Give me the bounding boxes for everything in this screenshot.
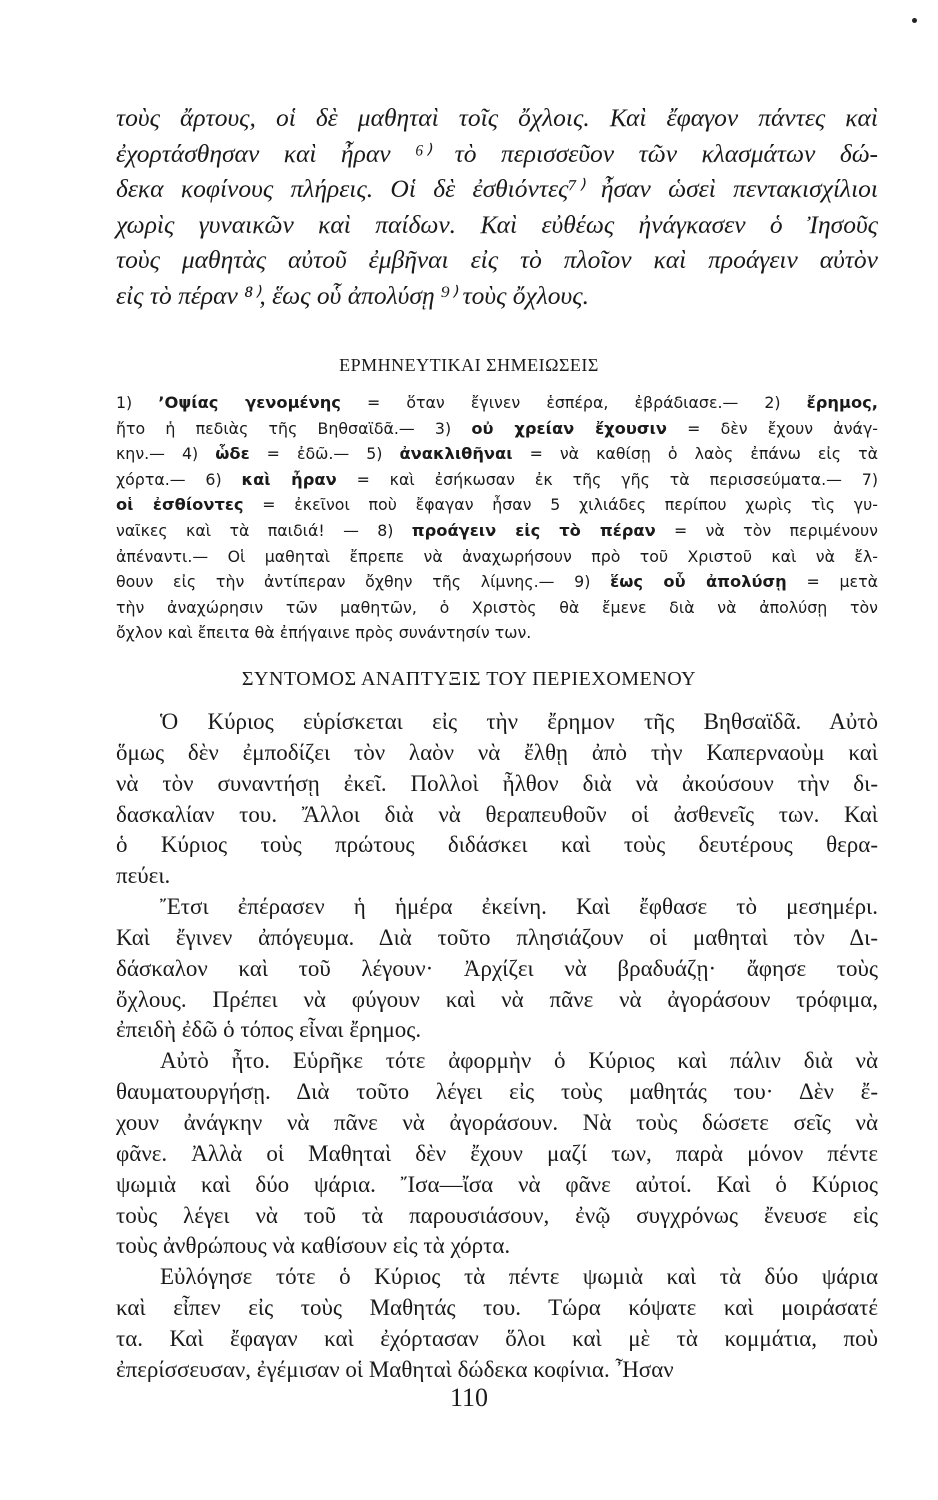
paragraph-line: χουν ἀνάγκην νὰ πᾶνε νὰ ἀγοράσουν. Νὰ τοὺς δώσετε σεῖς νὰ xyxy=(116,1109,878,1135)
gospel-line: εἰς τὸ πέραν ⁸⁾, ἕως οὗ ἀπολύσῃ ⁹⁾ τοὺς ὄχλους. xyxy=(116,280,589,310)
gospel-line: τοὺς μαθητὰς αὐτοῦ ἐμβῆναι εἰς τὸ πλοῖον καὶ προάγειν αὐτὸν xyxy=(116,245,878,275)
note-text: = ὅταν ἔγινεν ἑσπέρα, ἐβράδιασε.— 2) xyxy=(340,393,807,412)
paragraph-first-line: Εὐλόγησε τότε ὁ Κύριος τὰ πέντε ψωμιὰ καὶ τὰ δύο ψάρια xyxy=(160,1264,878,1290)
note-term: ἔρημος, xyxy=(806,393,878,412)
note-line xyxy=(116,569,878,595)
paragraph-line: ὁ Κύριος τοὺς πρώτους διδάσκει καὶ τοὺς δευτέρους θερα- xyxy=(116,832,878,858)
summary-heading: ΣΥΝΤΟΜΟΣ ΑΝΑΠΤΥΞΙΣ ΤΟΥ ΠΕΡΙΕΧΟΜΕΝΟΥ xyxy=(241,668,697,690)
note-text: ναῖκες καὶ τὰ παιδιά! — 8) xyxy=(116,520,412,540)
note-line xyxy=(116,518,878,544)
note-text: = ἐδῶ.— 5) xyxy=(249,444,400,464)
note-line xyxy=(116,390,878,416)
note-text: 1) xyxy=(116,393,159,412)
paragraph-first-line: Ἔτσι ἐπέρασεν ἡ ἡμέρα ἐκείνη. Καὶ ἔφθασε τὸ μεσημέρι. xyxy=(160,894,878,920)
paragraph-line: φᾶνε. Ἀλλὰ οἱ Μαθηταὶ δὲν ἔχουν μαζί των, παρὰ μόνον πέντε xyxy=(116,1140,878,1166)
paragraph-first-line: Αὐτὸ ἦτο. Εὑρῆκε τότε ἀφορμὴν ὁ Κύριος καὶ πάλιν διὰ νὰ xyxy=(160,1048,878,1074)
paragraph-line: πεύει. xyxy=(116,863,171,889)
paragraph-line: καὶ εἶπεν εἰς τοὺς Μαθητάς του. Τώρα κόψατε καὶ μοιράσατέ xyxy=(116,1295,878,1321)
note-term: προάγειν εἰς τὸ πέραν xyxy=(411,520,656,540)
note-term: οἱ ἐσθίοντες xyxy=(116,495,244,515)
notes-heading: ΕΡΜΗΝΕΥΤΙΚΑΙ ΣΗΜΕΙΩΣΕΙΣ xyxy=(339,355,599,375)
note-text: = καὶ ἐσήκωσαν ἐκ τῆς γῆς τὰ περισσεύματα.— 7) xyxy=(336,469,878,489)
note-text: = μετὰ xyxy=(786,572,879,592)
note-line xyxy=(116,441,878,467)
gospel-line: δεκα κοφίνους πλήρεις. Οἱ δὲ ἐσθιόντες⁷⁾ ἦσαν ὡσεὶ πεντακισχίλιοι xyxy=(116,174,878,204)
paragraph-line: δασκαλίαν του. Ἄλλοι διὰ νὰ θεραπευθοῦν οἱ ἀσθενεῖς των. Καὶ xyxy=(116,801,878,827)
note-text: = ἐκεῖνοι ποὺ ἔφαγαν ἦσαν 5 χιλιάδες περίπου χωρὶς τὶς γυ- xyxy=(243,495,878,515)
note-line xyxy=(116,544,878,570)
note-term: ὧδε xyxy=(215,444,250,464)
paragraph-line: τοὺς ἀνθρώπους νὰ καθίσουν εἰς τὰ χόρτα. xyxy=(116,1233,511,1259)
paragraph-line: τα. Καὶ ἔφαγαν καὶ ἐχόρτασαν ὅλοι καὶ μὲ τὰ κομμάτια, ποὺ xyxy=(116,1325,878,1351)
paragraph-line: νὰ τὸν συναντήσῃ ἐκεῖ. Πολλοὶ ἦλθον διὰ νὰ ἀκούσουν τὴν δι- xyxy=(116,770,878,796)
paragraph-first-line: Ὁ Κύριος εὑρίσκεται εἰς τὴν ἔρημον τῆς Βηθσαϊδᾶ. Αὐτὸ xyxy=(160,709,878,734)
note-line xyxy=(116,492,878,518)
note-line xyxy=(116,467,878,493)
note-line xyxy=(116,416,878,442)
paragraph-line: ἐπειδὴ ἐδῶ ὁ τόπος εἶναι ἔρημος. xyxy=(116,1017,422,1043)
printer-dot xyxy=(912,18,917,23)
paragraph-line: θαυματουργήσῃ. Διὰ τοῦτο λέγει εἰς τοὺς μαθητάς του· Δὲν ἔ- xyxy=(116,1079,878,1105)
note-term: ’Οψίας γενομένης xyxy=(158,393,341,412)
note-text: τὴν ἀναχώρησιν τῶν μαθητῶν, ὁ Χριστὸς θὰ ἔμενε διὰ νὰ ἀπολύσῃ τὸν xyxy=(116,597,878,617)
paragraph-line: ἐπερίσσευσαν, ἐγέμισαν οἱ Μαθηταὶ δώδεκα κοφίνια. Ἦσαν xyxy=(116,1356,674,1382)
paragraph-line: δάσκαλον καὶ τοῦ λέγουν· Ἀρχίζει νὰ βραδυάζῃ· ἄφησε τοὺς xyxy=(116,955,878,981)
note-text: ἤτο ἡ πεδιὰς τῆς Βηθσαϊδᾶ.— 3) xyxy=(116,418,472,438)
note-term: ἀνακλιθῆναι xyxy=(399,444,513,464)
note-text: χόρτα.— 6) xyxy=(116,469,242,489)
note-line xyxy=(116,620,878,646)
gospel-passage xyxy=(116,100,878,314)
note-text: θουν εἰς τὴν ἀντίπεραν ὄχθην τῆς λίμνης.— 9) xyxy=(116,572,611,592)
note-text: = νὰ καθίσῃ ὁ λαὸς ἐπάνω εἰς τὰ xyxy=(512,444,878,464)
paragraph-line: ὅμως δὲν ἐμποδίζει τὸν λαὸν νὰ ἔλθῃ ἀπὸ τὴν Καπερναοὺμ καὶ xyxy=(116,739,878,765)
note-term: ἕως οὗ ἀπολύσῃ xyxy=(610,572,787,592)
note-term: οὐ χρείαν ἔχουσιν xyxy=(471,418,667,438)
note-text: ἀπέναντι.— Οἱ μαθηταὶ ἔπρεπε νὰ ἀναχωρήσουν πρὸ τοῦ Χριστοῦ καὶ νὰ ἔλ- xyxy=(116,546,878,566)
note-line xyxy=(116,595,878,621)
paragraph-line: τοὺς λέγει νὰ τοῦ τὰ παρουσιάσουν, ἐνῷ συγχρόνως ἔνευσε εἰς xyxy=(116,1202,878,1228)
note-term: καὶ ἦραν xyxy=(241,469,337,489)
explanatory-notes xyxy=(116,390,878,646)
note-text: κην.— 4) xyxy=(116,444,216,464)
paragraph-line: ὄχλους. Πρέπει νὰ φύγουν καὶ νὰ πᾶνε νὰ ἀγοράσουν τρόφιμα, xyxy=(116,986,878,1012)
note-text: = δὲν ἔχουν ἀνάγ- xyxy=(666,418,879,438)
paragraph-line: Καὶ ἔγινεν ἀπόγευμα. Διὰ τοῦτο πλησιάζουν οἱ μαθηταὶ τὸν Δι- xyxy=(116,924,878,950)
page-number: 110 xyxy=(449,1383,489,1412)
summary-text xyxy=(116,707,878,1386)
gospel-line: χωρὶς γυναικῶν καὶ παίδων. Καὶ εὐθέως ἠνάγκασεν ὁ Ἰησοῦς xyxy=(116,209,878,239)
gospel-line: ἐχορτάσθησαν καὶ ἦραν ⁶⁾ τὸ περισσεῦον τῶν κλασμάτων δώ- xyxy=(116,138,878,168)
note-text: ὄχλον καὶ ἔπειτα θὰ ἐπήγαινε πρὸς συνάντησίν των. xyxy=(116,623,532,643)
note-text: = νὰ τὸν περιμένουν xyxy=(655,520,878,540)
paragraph-line: ψωμιὰ καὶ δύο ψάρια. Ἴσα—ἴσα νὰ φᾶνε αὐτοί. Καὶ ὁ Κύριος xyxy=(116,1171,878,1197)
gospel-line: τοὺς ἄρτους, οἱ δὲ μαθηταὶ τοῖς ὄχλοις. Καὶ ἔφαγον πάντες καὶ xyxy=(116,103,878,132)
